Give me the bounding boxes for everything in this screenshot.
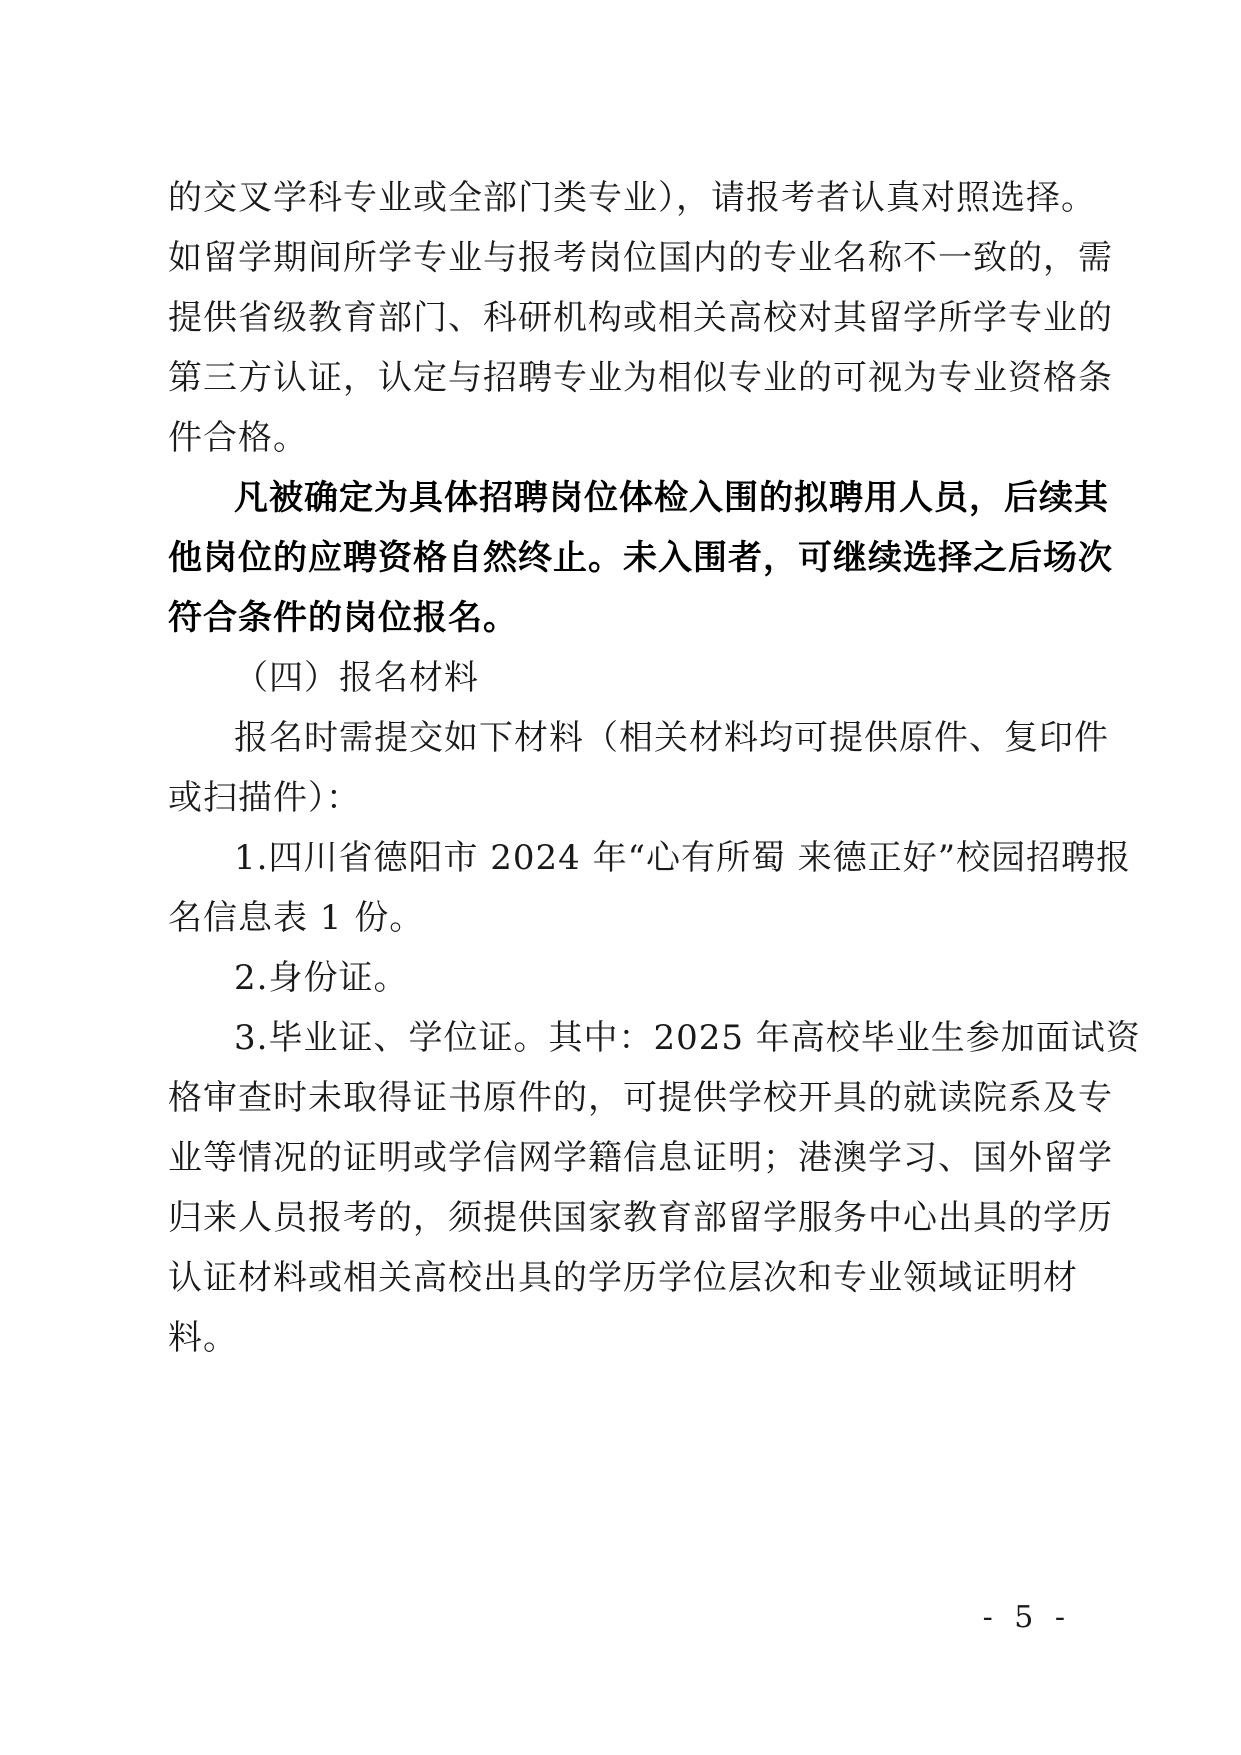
paragraph-line: 第三方认证，认定与招聘专业为相似专业的可视为专业资格条 [168,358,1113,398]
bold-paragraph-line: 符合条件的岗位报名。 [168,598,518,638]
list-item-line: 认证材料或相关高校出具的学历学位层次和专业领域证明材 [168,1258,1078,1298]
paragraph-line: 件合格。 [168,418,308,458]
list-item-line: 名信息表 1 份。 [168,898,425,938]
bold-paragraph-line: 凡被确定为具体招聘岗位体检入围的拟聘用人员，后续其 [234,478,1109,518]
list-item-line: 归来人员报考的，须提供国家教育部留学服务中心出具的学历 [168,1198,1113,1238]
list-item-line: 2.身份证。 [234,958,409,998]
paragraph-line: 提供省级教育部门、科研机构或相关高校对其留学所学专业的 [168,298,1113,338]
list-item-line: 3.毕业证、学位证。其中：2025 年高校毕业生参加面试资 [234,1018,1141,1058]
section-heading: （四）报名材料 [234,658,479,698]
list-item-line: 格审查时未取得证书原件的，可提供学校开具的就读院系及专 [168,1078,1113,1118]
page-number: - 5 - [982,1600,1071,1635]
paragraph-line: 报名时需提交如下材料（相关材料均可提供原件、复印件 [234,718,1109,758]
list-item-line: 业等情况的证明或学信网学籍信息证明；港澳学习、国外留学 [168,1138,1113,1178]
bold-paragraph-line: 他岗位的应聘资格自然终止。未入围者，可继续选择之后场次 [168,538,1113,578]
list-item-line: 料。 [168,1318,238,1358]
list-item-line: 1.四川省德阳市 2024 年“心有所蜀 来德正好”校园招聘报 [234,838,1132,878]
paragraph-line: 如留学期间所学专业与报考岗位国内的专业名称不一致的，需 [168,238,1113,278]
paragraph-line: 的交叉学科专业或全部门类专业），请报考者认真对照选择。 [168,178,1096,218]
paragraph-line: 或扫描件）： [168,778,361,818]
